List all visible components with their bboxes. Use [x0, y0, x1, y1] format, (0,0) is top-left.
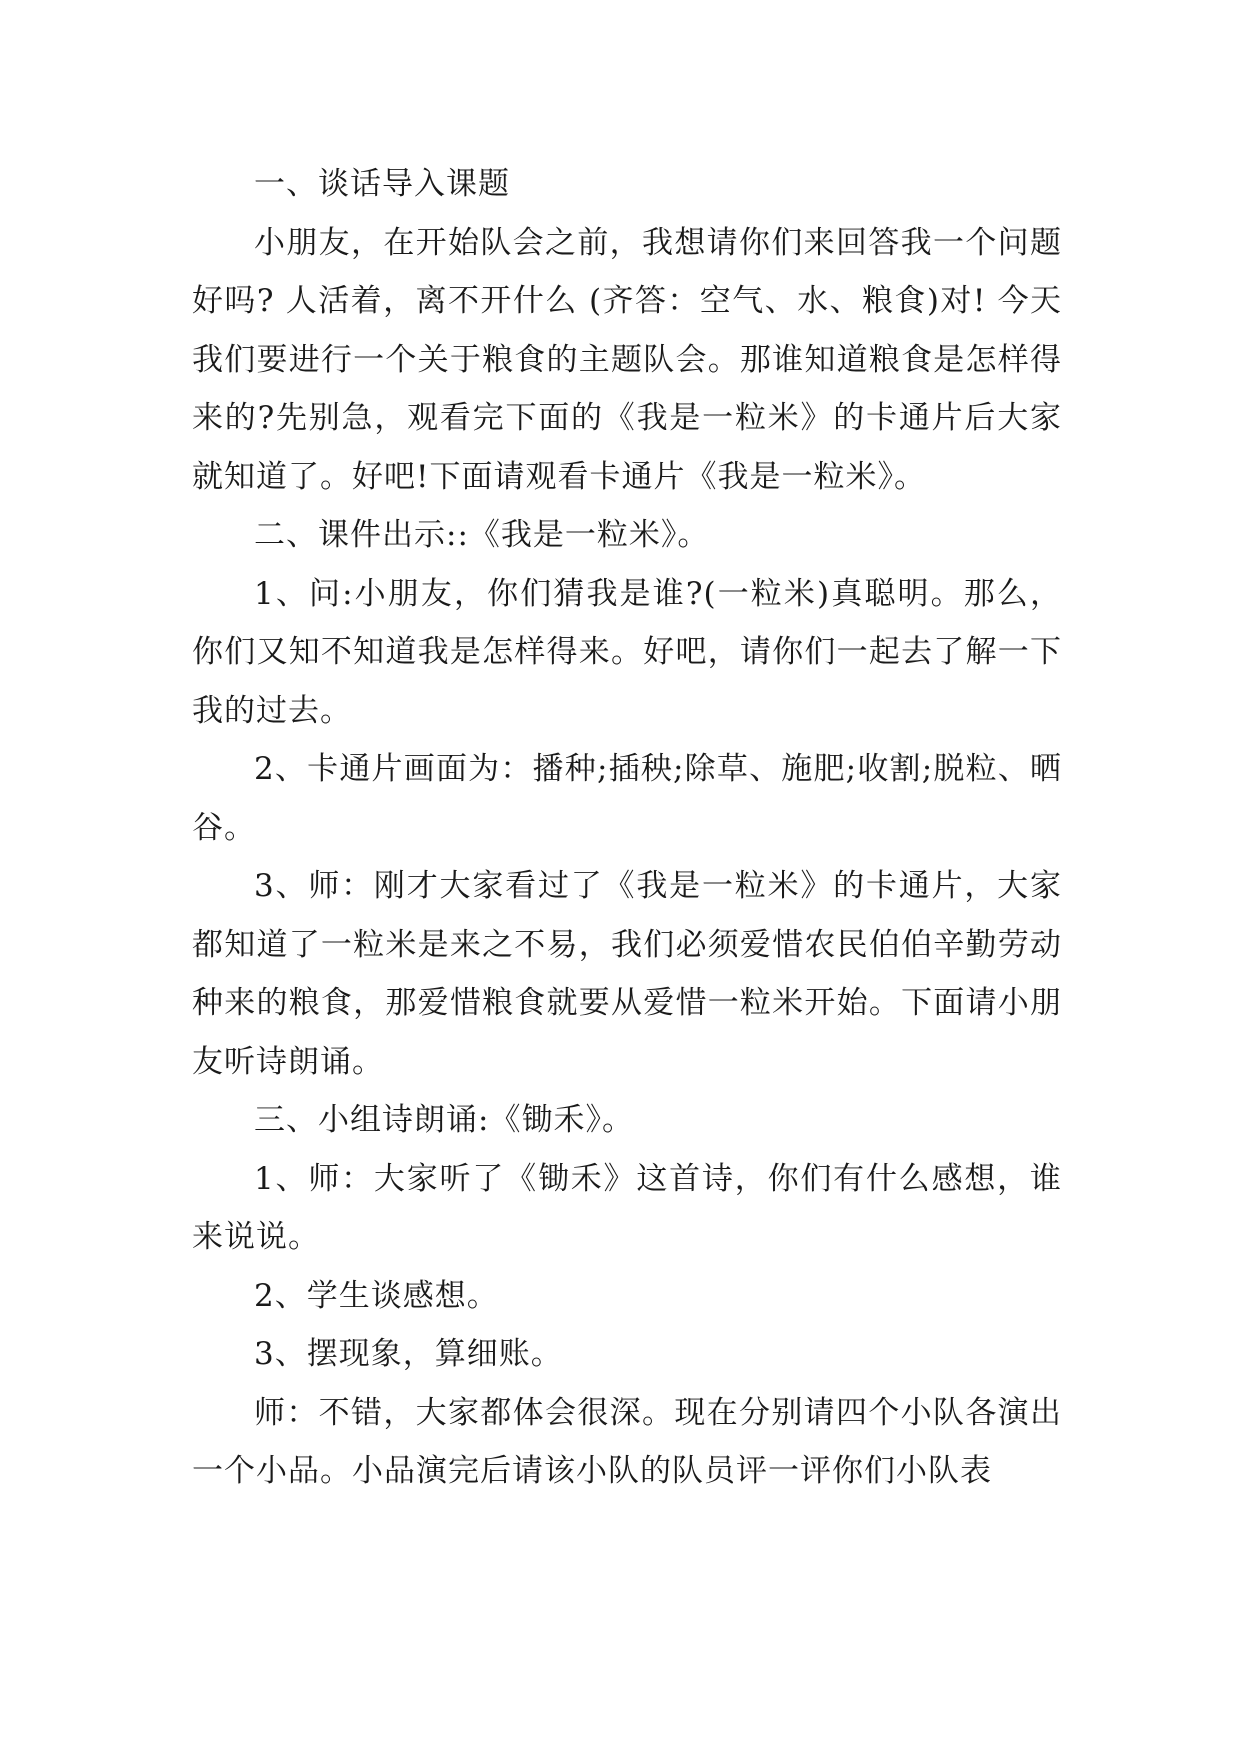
teacher-closing-paragraph: 师：不错，大家都体会很深。现在分别请四个小队各演出一个小品。小品演完后请该小队的队员评一评你们小队表	[192, 1394, 1062, 1489]
list-item-poem-feelings: 1、师：大家听了《锄禾》这首诗，你们有什么感想，谁来说说。	[192, 1160, 1062, 1255]
intro-paragraph: 小朋友，在开始队会之前，我想请你们来回答我一个问题好吗? 人活着，离不开什么 (齐答：空气、水、粮食)对! 今天我们要进行一个关于粮食的主题队会。那谁知道粮食是怎样得来的?先别急，观看完下面的《我是一粒米》的卡通片后大家就知道了。好吧!下面请观看卡通片《我是一粒米》。	[192, 224, 1062, 495]
list-item-student-feelings: 2、学生谈感想。	[254, 1277, 499, 1314]
list-item-cartoon-scenes: 2、卡通片画面为：播种;插秧;除草、施肥;收割;脱粒、晒谷。	[192, 751, 1062, 846]
document-body	[192, 155, 1062, 1501]
list-item-calculation: 3、摆现象，算细账。	[254, 1336, 563, 1372]
list-item-teacher-remarks: 3、师：刚才大家看过了《我是一粒米》的卡通片，大家都知道了一粒米是来之不易，我们必须爱惜农民伯伯辛勤劳动种来的粮食，那爱惜粮食就要从爱惜一粒米开始。下面请小朋友听诗朗诵。	[192, 868, 1062, 1080]
list-item-question: 1、问:小朋友，你们猜我是谁?(一粒米)真聪明。那么，你们又知不知道我是怎样得来。好吧，请你们一起去了解一下我的过去。	[192, 575, 1062, 729]
section-heading-1: 一、谈话导入课题	[254, 166, 510, 202]
section-heading-2: 二、课件出示::《我是一粒米》。	[254, 517, 710, 553]
section-heading-3: 三、小组诗朗诵:《锄禾》。	[254, 1102, 634, 1138]
